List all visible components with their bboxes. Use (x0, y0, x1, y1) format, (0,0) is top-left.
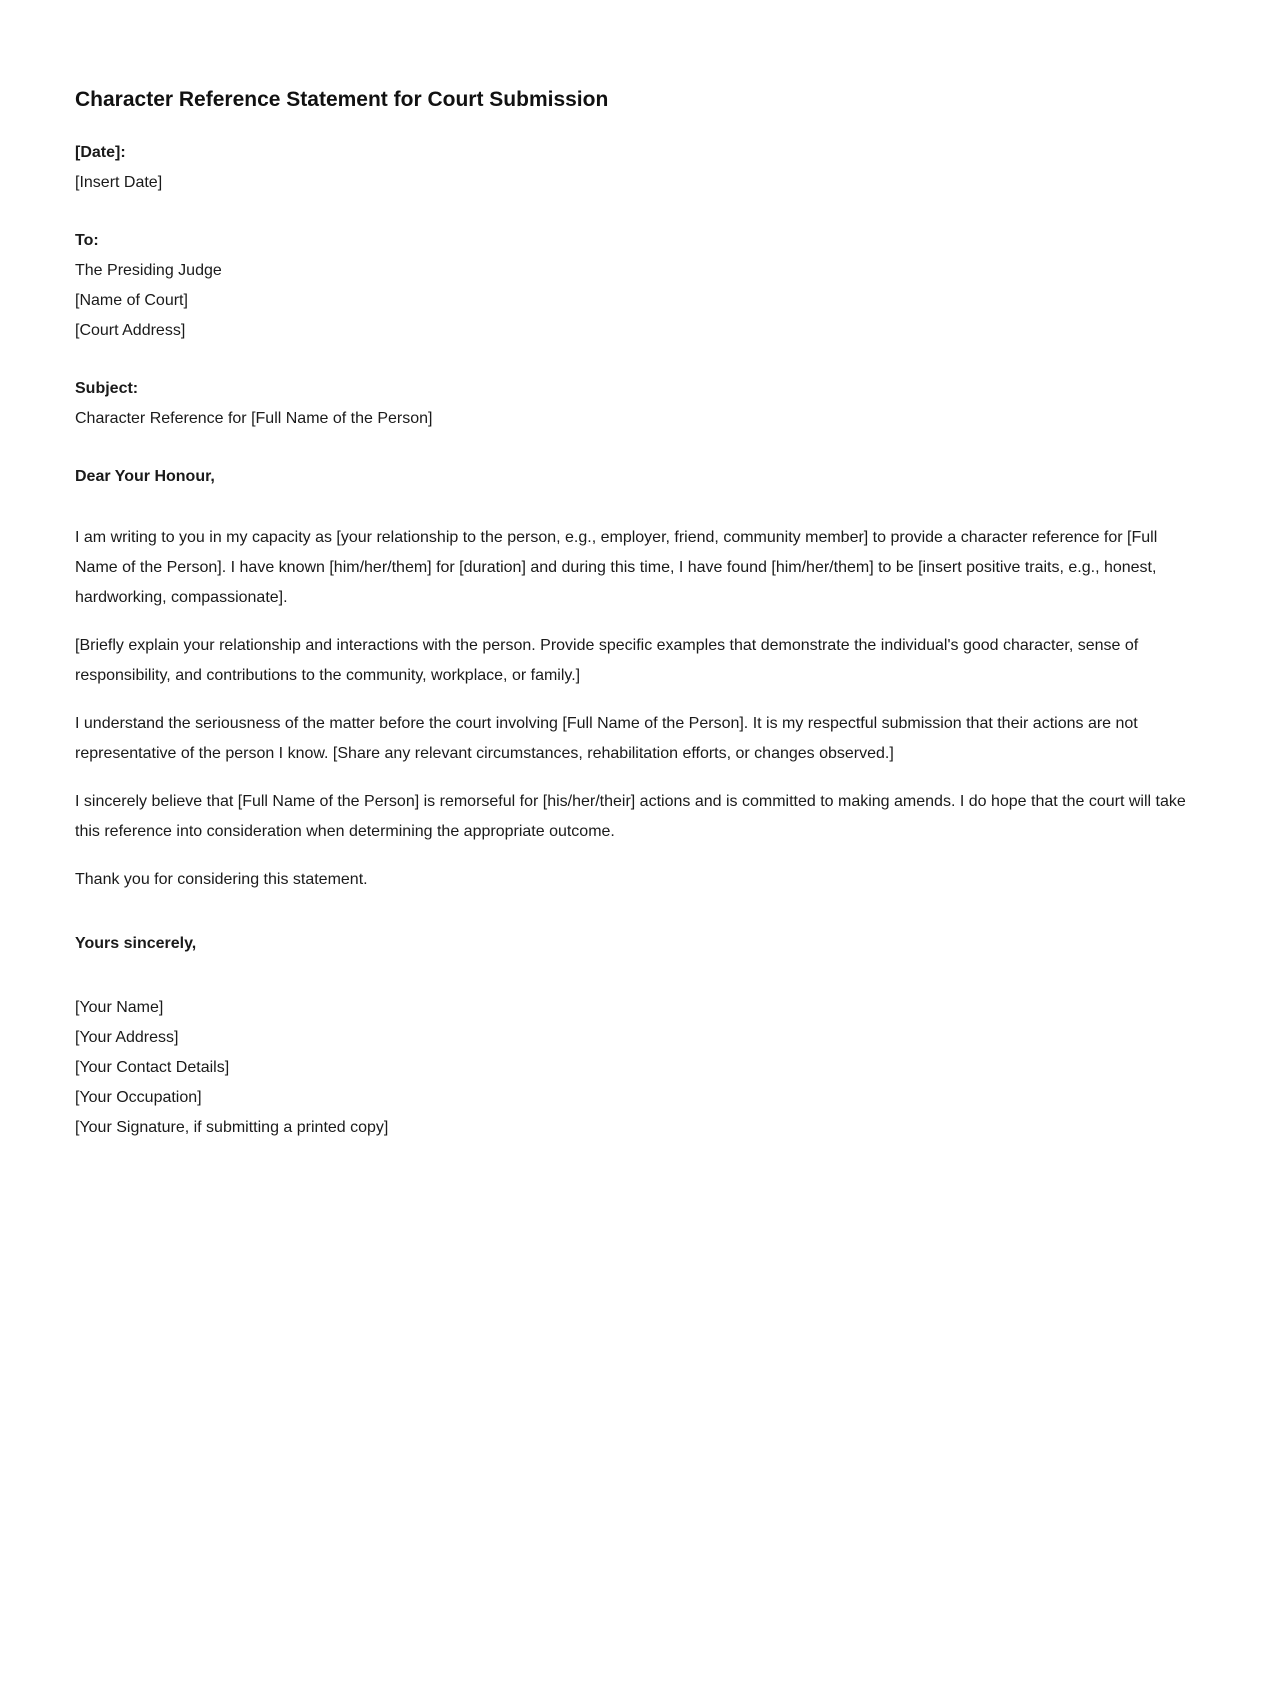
subject-block (75, 374, 1189, 434)
recipient-label: To: (75, 232, 99, 249)
signature-line-address: [Your Address] (75, 1029, 179, 1046)
recipient-line: [Court Address] (75, 322, 186, 339)
subject-label: Subject: (75, 380, 139, 397)
signature-line-name: [Your Name] (75, 999, 164, 1016)
recipient-line: The Presiding Judge (75, 262, 222, 279)
subject-value: Character Reference for [Full Name of the Person] (75, 410, 433, 427)
date-label: [Date]: (75, 144, 126, 161)
signature-line-occupation: [Your Occupation] (75, 1089, 202, 1106)
recipient-block (75, 226, 1189, 346)
closing: Yours sincerely, (75, 935, 197, 952)
body-paragraph-1: I am writing to you in my capacity as [your relationship to the person, e.g., employer, friend, community member] to provide a character reference for [Full Name of the Person]. I have known [him/her/them] for [duration] and during this time, I have found [him/her/them] to be [insert positive traits, e.g., honest, hardworking, compassionate]. (75, 529, 1158, 606)
salutation: Dear Your Honour, (75, 468, 215, 485)
signature-line-signature: [Your Signature, if submitting a printed copy] (75, 1119, 389, 1136)
recipient-line: [Name of Court] (75, 292, 188, 309)
body-paragraph-3: I understand the seriousness of the matter before the court involving [Full Name of the Person]. It is my respectful submission that their actions are not representative of the person I know. [Share any relevant circumstances, rehabilitation efforts, or changes observed.] (75, 715, 1138, 762)
body-paragraph-2: [Briefly explain your relationship and interactions with the person. Provide specific examples that demonstrate the individual's good character, sense of responsibility, and contributions to the community, workplace, or family.] (75, 637, 1139, 684)
document-title: Character Reference Statement for Court Submission (75, 88, 609, 111)
signature-block (75, 993, 1189, 1143)
signature-line-contact: [Your Contact Details] (75, 1059, 230, 1076)
date-block (75, 138, 1189, 198)
thank-you-line: Thank you for considering this statement. (75, 871, 368, 888)
date-value: [Insert Date] (75, 174, 163, 191)
body-paragraph-4: I sincerely believe that [Full Name of the Person] is remorseful for [his/her/their] actions and is committed to making amends. I do hope that the court will take this reference into consideration when determining the appropriate outcome. (75, 793, 1186, 840)
